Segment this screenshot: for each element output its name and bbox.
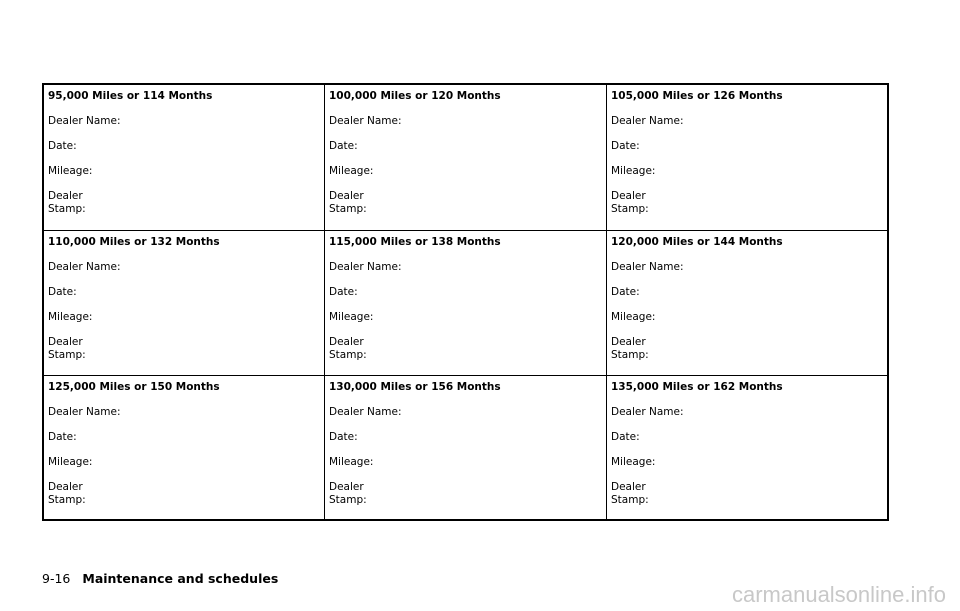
dealer-stamp-line1: Dealer bbox=[48, 336, 83, 348]
dealer-name-label: Dealer Name: bbox=[329, 406, 402, 418]
section-title: Maintenance and schedules bbox=[82, 571, 279, 586]
interval-title: 110,000 Miles or 132 Months bbox=[48, 236, 220, 248]
dealer-stamp-line2: Stamp: bbox=[329, 203, 367, 215]
dealer-stamp-label bbox=[48, 336, 320, 362]
interval-title: 130,000 Miles or 156 Months bbox=[329, 381, 501, 393]
dealer-stamp-line2: Stamp: bbox=[48, 203, 86, 215]
record-cell-135000 bbox=[607, 376, 887, 519]
page-footer bbox=[42, 571, 278, 587]
mileage-label: Mileage: bbox=[48, 456, 93, 468]
dealer-stamp-label bbox=[611, 190, 883, 216]
mileage-label: Mileage: bbox=[48, 165, 93, 177]
dealer-stamp-label bbox=[611, 336, 883, 362]
mileage-label: Mileage: bbox=[329, 311, 374, 323]
record-cell-105000 bbox=[607, 85, 887, 231]
dealer-name-label: Dealer Name: bbox=[611, 261, 684, 273]
mileage-label: Mileage: bbox=[329, 165, 374, 177]
dealer-name-label: Dealer Name: bbox=[48, 261, 121, 273]
page-number: 9-16 bbox=[42, 571, 71, 586]
dealer-stamp-line1: Dealer bbox=[48, 481, 83, 493]
date-label: Date: bbox=[48, 431, 77, 443]
date-label: Date: bbox=[611, 431, 640, 443]
interval-title: 120,000 Miles or 144 Months bbox=[611, 236, 783, 248]
mileage-label: Mileage: bbox=[611, 311, 656, 323]
dealer-stamp-line2: Stamp: bbox=[48, 349, 86, 361]
dealer-name-label: Dealer Name: bbox=[611, 406, 684, 418]
date-label: Date: bbox=[611, 286, 640, 298]
record-cell-120000 bbox=[607, 231, 887, 376]
watermark: carmanualsonline.info bbox=[731, 582, 946, 607]
dealer-stamp-line2: Stamp: bbox=[329, 349, 367, 361]
dealer-stamp-line1: Dealer bbox=[611, 190, 646, 202]
dealer-name-label: Dealer Name: bbox=[48, 115, 121, 127]
dealer-stamp-line1: Dealer bbox=[329, 190, 364, 202]
dealer-stamp-line2: Stamp: bbox=[329, 494, 367, 506]
dealer-stamp-line1: Dealer bbox=[611, 336, 646, 348]
interval-title: 135,000 Miles or 162 Months bbox=[611, 381, 783, 393]
record-cell-125000 bbox=[44, 376, 325, 519]
date-label: Date: bbox=[48, 140, 77, 152]
mileage-label: Mileage: bbox=[329, 456, 374, 468]
dealer-stamp-line1: Dealer bbox=[611, 481, 646, 493]
record-cell-110000 bbox=[44, 231, 325, 376]
record-cell-100000 bbox=[325, 85, 607, 231]
date-label: Date: bbox=[329, 140, 358, 152]
interval-title: 105,000 Miles or 126 Months bbox=[611, 90, 783, 102]
date-label: Date: bbox=[611, 140, 640, 152]
mileage-label: Mileage: bbox=[611, 165, 656, 177]
dealer-stamp-line2: Stamp: bbox=[611, 494, 649, 506]
dealer-stamp-label bbox=[329, 190, 602, 216]
dealer-name-label: Dealer Name: bbox=[48, 406, 121, 418]
dealer-stamp-label bbox=[611, 481, 883, 507]
interval-title: 95,000 Miles or 114 Months bbox=[48, 90, 213, 102]
mileage-label: Mileage: bbox=[611, 456, 656, 468]
record-cell-130000 bbox=[325, 376, 607, 519]
dealer-stamp-line1: Dealer bbox=[48, 190, 83, 202]
dealer-stamp-line1: Dealer bbox=[329, 481, 364, 493]
maintenance-record-table bbox=[42, 83, 889, 521]
dealer-name-label: Dealer Name: bbox=[329, 115, 402, 127]
date-label: Date: bbox=[329, 431, 358, 443]
date-label: Date: bbox=[48, 286, 77, 298]
mileage-label: Mileage: bbox=[48, 311, 93, 323]
interval-title: 115,000 Miles or 138 Months bbox=[329, 236, 501, 248]
dealer-stamp-label bbox=[48, 481, 320, 507]
dealer-stamp-line2: Stamp: bbox=[48, 494, 86, 506]
dealer-stamp-label bbox=[329, 336, 602, 362]
dealer-name-label: Dealer Name: bbox=[329, 261, 402, 273]
record-cell-115000 bbox=[325, 231, 607, 376]
dealer-stamp-line2: Stamp: bbox=[611, 203, 649, 215]
dealer-stamp-line1: Dealer bbox=[329, 336, 364, 348]
date-label: Date: bbox=[329, 286, 358, 298]
interval-title: 100,000 Miles or 120 Months bbox=[329, 90, 501, 102]
dealer-stamp-label bbox=[48, 190, 320, 216]
dealer-stamp-label bbox=[329, 481, 602, 507]
dealer-name-label: Dealer Name: bbox=[611, 115, 684, 127]
interval-title: 125,000 Miles or 150 Months bbox=[48, 381, 220, 393]
record-cell-95000 bbox=[44, 85, 325, 231]
dealer-stamp-line2: Stamp: bbox=[611, 349, 649, 361]
